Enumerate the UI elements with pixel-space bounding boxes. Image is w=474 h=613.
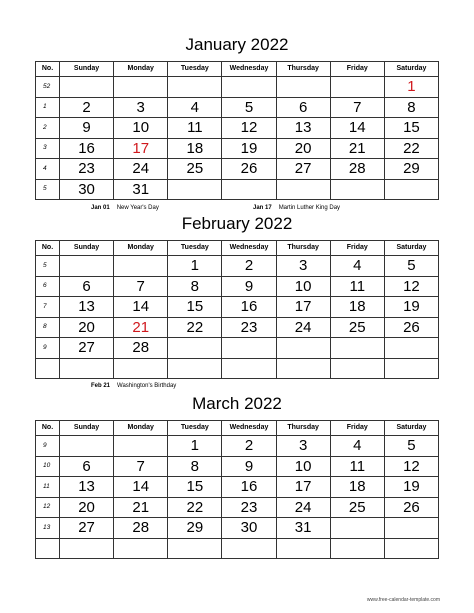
day-cell: 10 [114,118,168,139]
empty-day-cell [222,77,276,98]
week-row [36,276,439,297]
day-cell: 20 [60,317,114,338]
day-cell: 21 [114,497,168,518]
week-number [36,538,60,559]
day-cell: 10 [276,456,330,477]
empty-day-cell [330,338,384,359]
day-cell: 26 [384,497,438,518]
empty-day-cell [384,538,438,559]
empty-day-cell [330,538,384,559]
holiday-date: Jan 01 [91,205,110,211]
weekday-header: Tuesday [168,241,222,256]
day-cell: 27 [60,518,114,539]
week-row [36,317,439,338]
week-number: 5 [36,179,60,200]
week-row [36,159,439,180]
empty-day-cell [384,358,438,379]
day-cell: 4 [168,97,222,118]
day-cell: 16 [60,138,114,159]
week-row [36,138,439,159]
holiday-name: Martin Luther King Day [278,205,341,211]
day-cell: 27 [276,159,330,180]
day-cell: 19 [384,297,438,318]
weekday-header: Saturday [384,421,438,436]
week-row [36,538,439,559]
empty-day-cell [384,518,438,539]
holiday-note [91,382,176,390]
week-row [36,497,439,518]
month-title: January 2022 [185,35,289,54]
weekday-header: Wednesday [222,421,276,436]
day-cell: 17 [276,297,330,318]
day-cell: 25 [168,159,222,180]
day-cell: 17 [114,138,168,159]
day-cell: 4 [330,436,384,457]
empty-day-cell [222,338,276,359]
day-cell: 6 [60,456,114,477]
weekday-header: Wednesday [222,241,276,256]
day-cell: 20 [276,138,330,159]
empty-day-cell [276,338,330,359]
day-cell: 2 [222,436,276,457]
week-row [36,297,439,318]
empty-day-cell [222,358,276,379]
empty-day-cell [330,358,384,379]
weekday-header: Monday [114,62,168,77]
day-cell: 9 [222,456,276,477]
day-cell: 30 [222,518,276,539]
day-cell: 22 [168,317,222,338]
week-number: 11 [36,477,60,498]
day-cell: 2 [60,97,114,118]
day-cell: 18 [330,297,384,318]
day-cell: 5 [222,97,276,118]
day-cell: 7 [114,276,168,297]
day-cell: 27 [60,338,114,359]
week-number: 5 [36,256,60,277]
day-cell: 29 [384,159,438,180]
day-cell: 18 [168,138,222,159]
empty-day-cell [114,358,168,379]
empty-day-cell [60,436,114,457]
day-cell: 17 [276,477,330,498]
header-row [36,421,439,436]
empty-day-cell [222,179,276,200]
day-cell: 18 [330,477,384,498]
empty-day-cell [114,436,168,457]
day-cell: 19 [384,477,438,498]
day-cell: 25 [330,317,384,338]
empty-day-cell [114,77,168,98]
empty-day-cell [114,256,168,277]
empty-day-cell [222,538,276,559]
day-cell: 24 [276,497,330,518]
weekday-header: Monday [114,421,168,436]
day-cell: 11 [330,276,384,297]
empty-day-cell [168,358,222,379]
week-number-header: No. [36,62,60,77]
day-cell: 28 [114,338,168,359]
week-number: 2 [36,118,60,139]
week-number [36,358,60,379]
day-cell: 23 [222,497,276,518]
week-number: 8 [36,317,60,338]
day-cell: 15 [384,118,438,139]
day-cell: 2 [222,256,276,277]
empty-day-cell [60,256,114,277]
day-cell: 5 [384,256,438,277]
week-number-header: No. [36,421,60,436]
week-row [36,358,439,379]
day-cell: 14 [114,477,168,498]
day-cell: 26 [222,159,276,180]
empty-day-cell [60,358,114,379]
weekday-header: Friday [330,421,384,436]
week-number: 10 [36,456,60,477]
calendar-table [35,420,439,559]
empty-day-cell [330,518,384,539]
weekday-header: Wednesday [222,62,276,77]
week-row [36,179,439,200]
week-row [36,436,439,457]
empty-day-cell [276,358,330,379]
day-cell: 16 [222,297,276,318]
week-row [36,518,439,539]
empty-day-cell [330,179,384,200]
day-cell: 9 [60,118,114,139]
day-cell: 21 [114,317,168,338]
weekday-header: Tuesday [168,421,222,436]
weekday-header: Friday [330,62,384,77]
day-cell: 14 [114,297,168,318]
day-cell: 8 [168,456,222,477]
week-number: 9 [36,338,60,359]
day-cell: 8 [384,97,438,118]
day-cell: 21 [330,138,384,159]
week-row [36,456,439,477]
holiday-name: Washington's Birthday [117,383,177,389]
day-cell: 3 [276,256,330,277]
week-number: 4 [36,159,60,180]
day-cell: 30 [60,179,114,200]
week-row [36,118,439,139]
day-cell: 12 [384,456,438,477]
week-number: 9 [36,436,60,457]
day-cell: 15 [168,477,222,498]
empty-day-cell [168,538,222,559]
empty-day-cell [168,77,222,98]
day-cell: 22 [168,497,222,518]
empty-day-cell [276,538,330,559]
day-cell: 1 [168,256,222,277]
day-cell: 13 [60,297,114,318]
day-cell: 31 [114,179,168,200]
day-cell: 20 [60,497,114,518]
weekday-header: Sunday [60,241,114,256]
day-cell: 9 [222,276,276,297]
empty-day-cell [276,179,330,200]
weekday-header: Saturday [384,62,438,77]
day-cell: 12 [222,118,276,139]
weekday-header: Thursday [276,421,330,436]
holiday-name: New Year's Day [116,205,159,211]
day-cell: 23 [222,317,276,338]
day-cell: 3 [276,436,330,457]
weekday-header: Tuesday [168,62,222,77]
weekday-header: Thursday [276,62,330,77]
day-cell: 15 [168,297,222,318]
day-cell: 6 [60,276,114,297]
week-row [36,77,439,98]
empty-day-cell [168,338,222,359]
footer-url: www.free-calendar-template.com [366,597,440,603]
day-cell: 3 [114,97,168,118]
day-cell: 23 [60,159,114,180]
empty-day-cell [384,179,438,200]
header-row [36,241,439,256]
day-cell: 25 [330,497,384,518]
empty-day-cell [168,179,222,200]
day-cell: 19 [222,138,276,159]
holiday-note [253,204,340,212]
weekday-header: Saturday [384,241,438,256]
day-cell: 10 [276,276,330,297]
day-cell: 28 [330,159,384,180]
week-number: 1 [36,97,60,118]
holiday-date: Feb 21 [91,383,111,389]
day-cell: 1 [384,77,438,98]
week-number: 52 [36,77,60,98]
week-number: 13 [36,518,60,539]
calendar-table [35,240,439,379]
empty-day-cell [276,77,330,98]
day-cell: 7 [114,456,168,477]
day-cell: 6 [276,97,330,118]
day-cell: 5 [384,436,438,457]
week-row [36,477,439,498]
day-cell: 16 [222,477,276,498]
day-cell: 12 [384,276,438,297]
weekday-header: Friday [330,241,384,256]
day-cell: 24 [114,159,168,180]
week-number-header: No. [36,241,60,256]
day-cell: 13 [276,118,330,139]
week-number: 3 [36,138,60,159]
week-number: 12 [36,497,60,518]
empty-day-cell [114,538,168,559]
weekday-header: Thursday [276,241,330,256]
day-cell: 1 [168,436,222,457]
week-number: 7 [36,297,60,318]
day-cell: 14 [330,118,384,139]
day-cell: 13 [60,477,114,498]
empty-day-cell [60,77,114,98]
header-row [36,62,439,77]
day-cell: 7 [330,97,384,118]
day-cell: 26 [384,317,438,338]
day-cell: 22 [384,138,438,159]
week-row [36,97,439,118]
weekday-header: Monday [114,241,168,256]
month-title: March 2022 [192,394,282,413]
day-cell: 31 [276,518,330,539]
holiday-date: Jan 17 [253,205,272,211]
empty-day-cell [384,338,438,359]
empty-day-cell [330,77,384,98]
day-cell: 11 [168,118,222,139]
weekday-header: Sunday [60,62,114,77]
month-title: February 2022 [181,214,293,233]
day-cell: 28 [114,518,168,539]
week-number: 6 [36,276,60,297]
empty-day-cell [60,538,114,559]
week-row [36,256,439,277]
calendar-table [35,61,439,200]
day-cell: 11 [330,456,384,477]
day-cell: 4 [330,256,384,277]
day-cell: 29 [168,518,222,539]
week-row [36,338,439,359]
day-cell: 8 [168,276,222,297]
holiday-note [91,204,159,212]
weekday-header: Sunday [60,421,114,436]
day-cell: 24 [276,317,330,338]
